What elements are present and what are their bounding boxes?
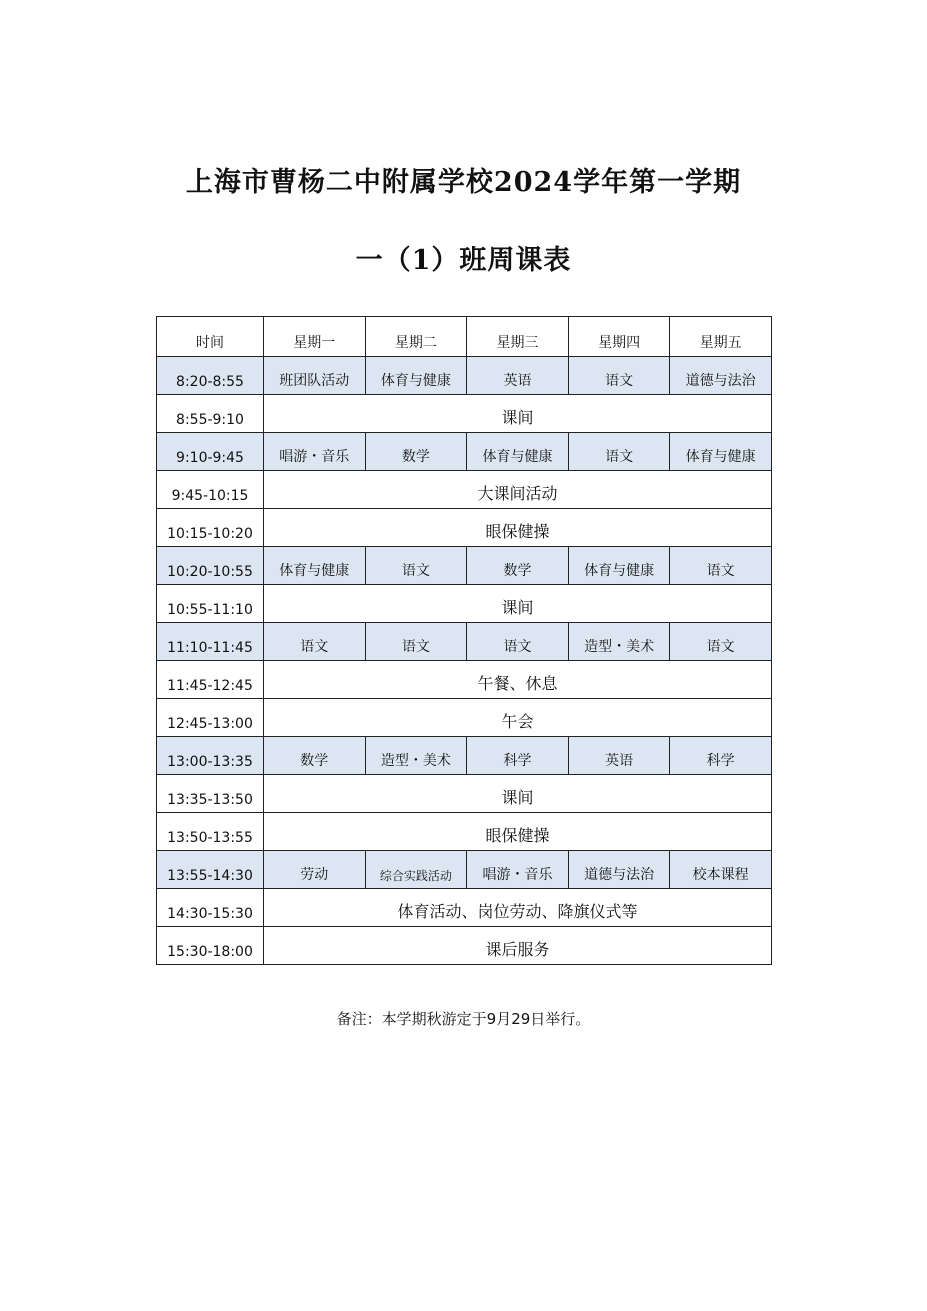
time-cell: 10:55-11:10 [157,585,264,623]
class-cell: 劳动 [264,851,366,889]
class-cell: 造型・美术 [568,623,670,661]
class-cell: 英语 [467,357,569,395]
table-row [157,395,772,433]
table-row [157,547,772,585]
class-cell: 语文 [467,623,569,661]
time-cell: 13:35-13:50 [157,775,264,813]
class-cell: 数学 [365,433,467,471]
header-time: 时间 [157,317,264,357]
activity-cell: 午餐、休息 [264,661,772,699]
table-row [157,433,772,471]
header-wednesday: 星期三 [467,317,569,357]
activity-cell: 课间 [264,395,772,433]
time-cell: 8:20-8:55 [157,357,264,395]
time-cell: 13:00-13:35 [157,737,264,775]
header-row [157,317,772,357]
time-cell: 9:10-9:45 [157,433,264,471]
activity-cell: 课间 [264,775,772,813]
table-row [157,585,772,623]
document-title: 上海市曹杨二中附属学校2024学年第一学期 [185,167,742,198]
class-cell: 道德与法治 [568,851,670,889]
class-cell: 综合实践活动 [365,851,467,889]
class-cell: 数学 [467,547,569,585]
class-cell: 体育与健康 [264,547,366,585]
activity-cell: 大课间活动 [264,471,772,509]
time-cell: 10:20-10:55 [157,547,264,585]
time-cell: 14:30-15:30 [157,889,264,927]
table-row [157,661,772,699]
class-cell: 语文 [670,547,772,585]
time-cell: 15:30-18:00 [157,927,264,965]
class-cell: 语文 [365,623,467,661]
time-cell: 13:50-13:55 [157,813,264,851]
class-cell: 语文 [365,547,467,585]
activity-cell: 体育活动、岗位劳动、降旗仪式等 [264,889,772,927]
table-row [157,775,772,813]
class-cell: 语文 [670,623,772,661]
time-cell: 11:45-12:45 [157,661,264,699]
activity-cell: 眼保健操 [264,509,772,547]
activity-cell: 课间 [264,585,772,623]
class-cell: 唱游・音乐 [467,851,569,889]
header-thursday: 星期四 [568,317,670,357]
table-row [157,623,772,661]
class-cell: 唱游・音乐 [264,433,366,471]
header-monday: 星期一 [264,317,366,357]
table-row [157,851,772,889]
schedule-table [156,316,772,965]
header-tuesday: 星期二 [365,317,467,357]
class-cell: 英语 [568,737,670,775]
class-cell: 科学 [467,737,569,775]
class-cell: 科学 [670,737,772,775]
class-cell: 造型・美术 [365,737,467,775]
class-cell: 体育与健康 [467,433,569,471]
table-row [157,509,772,547]
header-friday: 星期五 [670,317,772,357]
table-row [157,357,772,395]
class-cell: 数学 [264,737,366,775]
time-cell: 12:45-13:00 [157,699,264,737]
class-cell: 体育与健康 [568,547,670,585]
table-row [157,737,772,775]
time-cell: 11:10-11:45 [157,623,264,661]
time-cell: 13:55-14:30 [157,851,264,889]
table-row [157,471,772,509]
table-row [157,927,772,965]
class-cell: 体育与健康 [365,357,467,395]
time-cell: 8:55-9:10 [157,395,264,433]
class-cell: 校本课程 [670,851,772,889]
time-cell: 10:15-10:20 [157,509,264,547]
table-row [157,889,772,927]
class-cell: 语文 [568,433,670,471]
footnote: 备注：本学期秋游定于9月29日举行。 [336,1010,591,1028]
time-cell: 9:45-10:15 [157,471,264,509]
class-cell: 班团队活动 [264,357,366,395]
activity-cell: 课后服务 [264,927,772,965]
class-cell: 语文 [264,623,366,661]
document-subtitle: 一（1）班周课表 [355,245,572,276]
class-cell: 体育与健康 [670,433,772,471]
activity-cell: 午会 [264,699,772,737]
class-cell: 道德与法治 [670,357,772,395]
table-row [157,813,772,851]
class-cell: 语文 [568,357,670,395]
table-row [157,699,772,737]
activity-cell: 眼保健操 [264,813,772,851]
